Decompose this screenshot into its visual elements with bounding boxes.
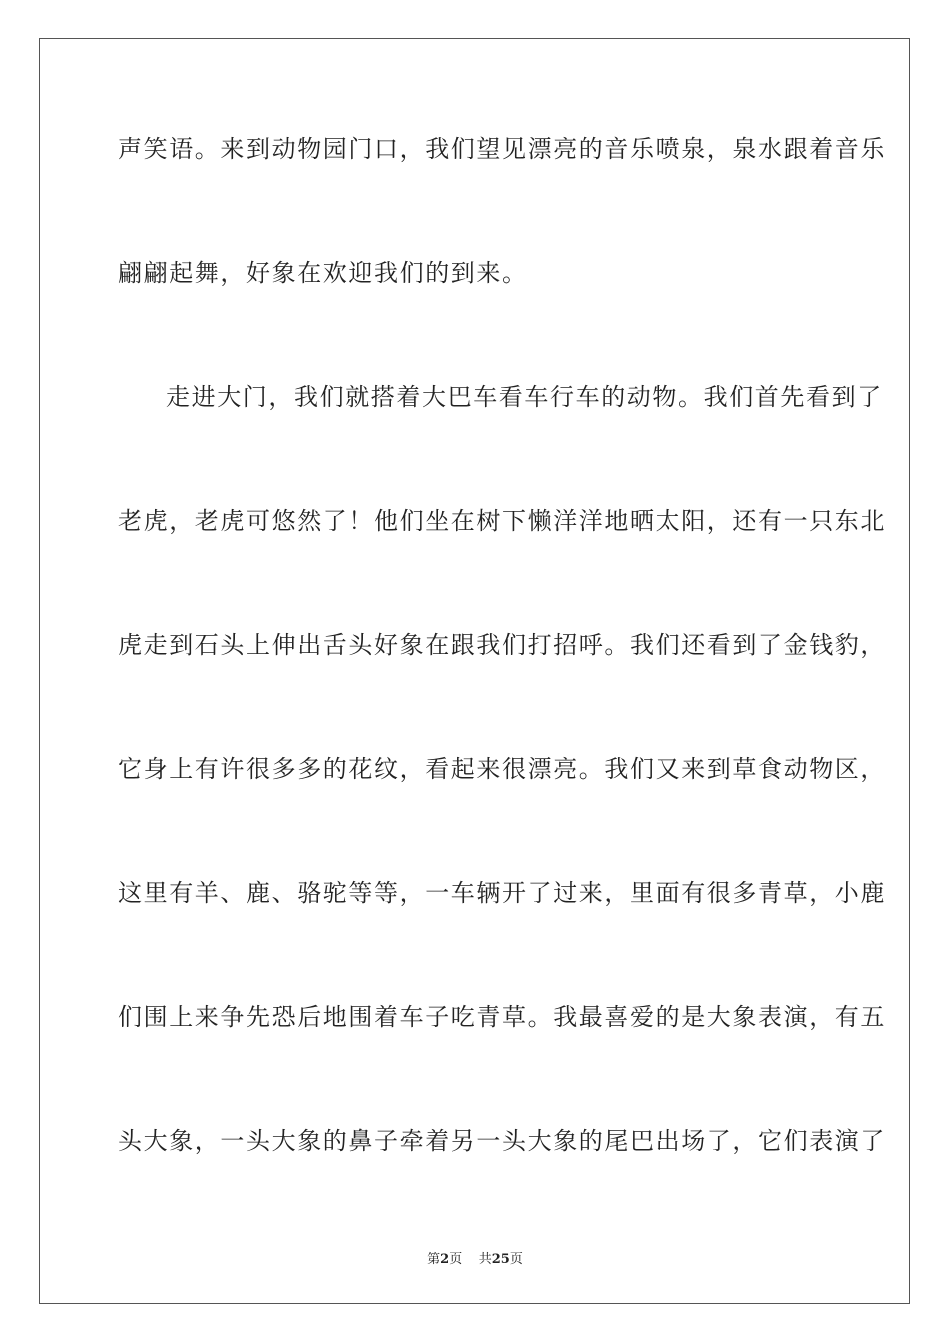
footer-total-pages: 25 — [491, 1252, 510, 1267]
body-text-line-5: 虎走到石头上伸出舌头好象在跟我们打招呼。我们还看到了金钱豹， — [118, 631, 886, 659]
body-text-line-1: 声笑语。来到动物园门口，我们望见漂亮的音乐喷泉，泉水跟着音乐 — [118, 135, 886, 163]
body-text-line-2: 翩翩起舞，好象在欢迎我们的到来。 — [118, 259, 528, 287]
body-text-line-3: 走进大门，我们就搭着大巴车看车行车的动物。我们首先看到了 — [166, 383, 883, 411]
body-text-line-9: 头大象，一头大象的鼻子牵着另一头大象的尾巴出场了，它们表演了 — [118, 1127, 886, 1155]
footer-page-number: 2 — [440, 1252, 450, 1267]
body-text-line-8: 们围上来争先恐后地围着车子吃青草。我最喜爱的是大象表演，有五 — [118, 1003, 886, 1031]
body-text-line-4: 老虎，老虎可悠然了！他们坐在树下懒洋洋地晒太阳，还有一只东北 — [118, 507, 886, 535]
body-text-line-7: 这里有羊、鹿、骆驼等等，一车辆开了过来，里面有很多青草，小鹿 — [118, 879, 886, 907]
body-text-line-6: 它身上有许很多多的花纹，看起来很漂亮。我们又来到草食动物区， — [118, 755, 886, 783]
footer-page-prefix: 第 — [427, 1252, 441, 1267]
footer-total-suffix: 页 — [509, 1252, 523, 1267]
footer-page-suffix: 页 — [449, 1252, 463, 1267]
page-border — [39, 38, 910, 1304]
footer-total-prefix: 共 — [478, 1252, 492, 1267]
page-footer — [0, 1248, 950, 1267]
